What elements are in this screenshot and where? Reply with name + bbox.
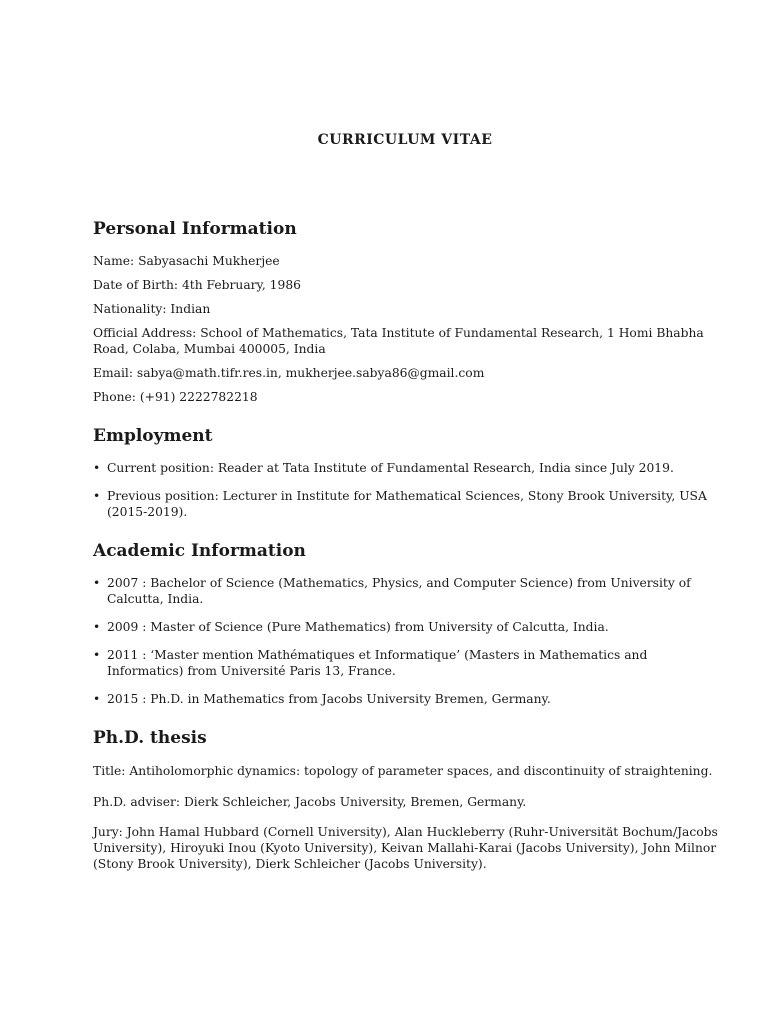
academic-information-heading: Academic Information xyxy=(93,541,306,561)
academic-item xyxy=(93,575,718,607)
thesis-adviser-line: Ph.D. adviser: Dierk Schleicher, Jacobs University, Bremen, Germany. xyxy=(93,795,527,809)
employment-item-text: Current position: Reader at Tata Institute of Fundamental Research, India since July 2019. xyxy=(107,461,674,475)
document-title: CURRICULUM VITAE xyxy=(317,132,493,148)
employment-item-text: Previous position: Lecturer in Institute for Mathematical Sciences, Stony Brook University, USA (2015-2019). xyxy=(107,489,707,519)
phone-line: Phone: (+91) 2222782218 xyxy=(93,390,258,404)
bullet-icon: • xyxy=(93,461,101,475)
email-line: Email: sabya@math.tifr.res.in, mukherjee.sabya86@gmail.com xyxy=(93,366,485,380)
employment-item xyxy=(93,488,718,520)
academic-item xyxy=(93,691,718,707)
phd-thesis-heading: Ph.D. thesis xyxy=(93,728,207,748)
bullet-icon: • xyxy=(93,489,101,503)
academic-item xyxy=(93,619,718,635)
academic-item-text: 2009 : Master of Science (Pure Mathematics) from University of Calcutta, India. xyxy=(107,620,609,634)
academic-item-text: 2015 : Ph.D. in Mathematics from Jacobs University Bremen, Germany. xyxy=(107,692,551,706)
personal-information-heading: Personal Information xyxy=(93,219,297,239)
thesis-jury-line: Jury: John Hamal Hubbard (Cornell University), Alan Huckleberry (Ruhr-Universität Bochum/Jacobs University), Hiroyuki Inou (Kyoto University), Keivan Mallahi-Karai (Jacobs University), John Milnor (Stony Brook University), Dierk Schleicher (Jacobs University). xyxy=(93,825,718,871)
bullet-icon: • xyxy=(93,620,101,634)
academic-item-text: 2007 : Bachelor of Science (Mathematics, Physics, and Computer Science) from University of Calcutta, India. xyxy=(107,576,691,606)
bullet-icon: • xyxy=(93,692,101,706)
academic-item-text: 2011 : ‘Master mention Mathématiques et Informatique’ (Masters in Mathematics and Informatics) from Université Paris 13, France. xyxy=(107,648,648,678)
academic-item xyxy=(93,647,718,679)
nationality-line: Nationality: Indian xyxy=(93,302,211,316)
date-of-birth-line: Date of Birth: 4th February, 1986 xyxy=(93,278,301,292)
name-line: Name: Sabyasachi Mukherjee xyxy=(93,254,280,268)
employment-heading: Employment xyxy=(93,426,213,446)
employment-item xyxy=(93,460,718,476)
bullet-icon: • xyxy=(93,576,101,590)
official-address-line: Official Address: School of Mathematics, Tata Institute of Fundamental Research, 1 Homi Bhabha Road, Colaba, Mumbai 400005, India xyxy=(93,326,704,356)
bullet-icon: • xyxy=(93,648,101,662)
thesis-title-line: Title: Antiholomorphic dynamics: topology of parameter spaces, and discontinuity of straightening. xyxy=(93,764,713,778)
